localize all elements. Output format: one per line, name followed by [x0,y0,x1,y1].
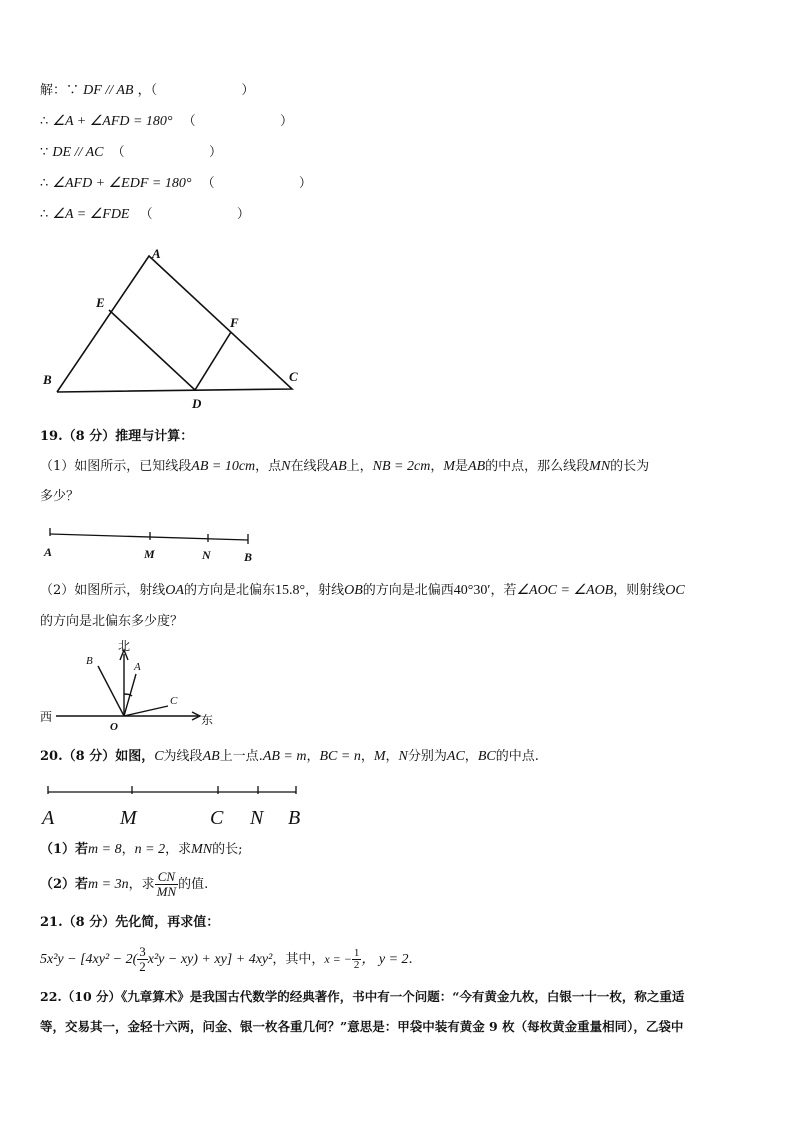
text: 的长为 [610,459,650,474]
text: ， [121,842,135,857]
text: 的方向是北偏东 [183,583,275,598]
math: OB [344,583,363,598]
fraction-one-half [352,948,362,971]
q20-header [40,748,539,766]
math: M [373,749,386,764]
reason-close: ） [241,83,255,98]
text: 分别为 [407,749,447,764]
q19-header: 19.（8 分）推理与计算： [40,429,194,444]
point-label-A: A [44,545,53,559]
text: ，射线 [305,583,345,598]
q20-part2 [40,868,208,902]
math: m = 8 [88,842,122,857]
q20-part1 [40,841,242,859]
math: OC [665,583,685,598]
math: x²y − xy) + xy] + 4xy² [147,952,273,967]
vertex-label-B: B [43,372,52,387]
ray-label-B: B [86,655,93,667]
text: 为线段 [163,749,203,764]
q22-line2: 等，交易其一，金轻十六两，问金、银一枚各重几何？”意思是：甲袋中装有黄金 9 枚（每枚黄金重量相同），乙袋中 [40,1019,684,1034]
text: ，点 [255,459,282,474]
math: AC [446,749,465,764]
text: 上， [346,459,373,474]
text: （2）若 [40,877,89,892]
proof-line-2 [40,113,293,131]
proof-prefix: 解：∵ [40,83,80,98]
text: ，求 [128,877,155,892]
math: 5x²y − [4xy² − 2( [40,952,138,967]
q19-part1-line1 [40,458,649,476]
proof-line-3 [40,144,222,162]
text: 的方向是北偏西 [362,583,454,598]
math: ∠AOC = ∠AOB [516,583,614,598]
text: ， [360,749,374,764]
proof-statement: DE // AC [52,145,104,160]
point-label-A: A [42,807,55,829]
vertex-label-C: C [289,369,298,384]
text: 的中点，那么线段 [485,459,590,474]
q20-segment-figure [40,782,320,832]
proof-statement: DF // AB [83,83,134,98]
segment-AB [50,534,248,540]
vertex-label-D: D [192,396,202,411]
math: n = 2 [134,842,166,857]
proof-line-4 [40,175,312,193]
text: （1）若 [40,842,89,857]
q19-part1-line2: 多少？ [40,489,80,504]
reason-open: （ [111,145,125,160]
point-label-M: M [144,547,155,561]
reason-open: （ [182,114,196,129]
text: 是 [455,459,469,474]
q19-part2-line1 [40,582,685,600]
origin-label-O: O [110,721,118,733]
text: 的中点. [495,749,539,764]
math: BC = n [319,749,361,764]
math: AB [468,459,486,474]
reason-open: （ [201,176,215,191]
proof-prefix: ∴ [40,207,49,222]
text: ， [464,749,478,764]
fraction-denominator: MN [156,884,177,899]
text: ，若 [490,583,517,598]
reason-close: ） [236,207,250,222]
math: AB [329,459,347,474]
text: 的长; [212,842,243,857]
ray-OC [124,706,168,716]
text: （1）如图所示，已知线段 [40,459,192,474]
proof-statement: ∠A + ∠AFD = 180° [52,114,173,129]
fraction-CN-over-MN [155,870,179,899]
proof-statement: ∠A = ∠FDE [52,207,130,222]
text: 的值. [178,877,209,892]
math: AB = m [262,749,307,764]
text: ，其中， [272,952,325,967]
segment-ED [109,310,195,390]
math: C [154,749,164,764]
proof-line-5 [40,206,250,224]
math: 40°30′ [453,583,491,598]
math: NB = 2cm [372,459,431,474]
math: 15.8° [274,583,306,598]
ray-label-C: C [170,695,178,707]
text: （2）如图所示，射线 [40,583,166,598]
triangle-figure [30,240,320,415]
point-label-C: C [210,807,224,829]
text: ， [306,749,320,764]
proof-prefix: ∴ [40,176,49,191]
math: MN [191,842,213,857]
fraction-numerator: 1 [353,947,360,959]
point-label-B: B [244,550,253,564]
point-label-B: B [288,807,301,829]
math: OA [165,583,184,598]
q21-expression [40,942,413,977]
q19-part2-line2: 的方向是北偏东多少度？ [40,614,184,629]
reason-open: ，（ [137,83,158,98]
fraction-denominator: 2 [353,959,360,971]
proof-prefix: ∴ [40,114,49,129]
math: x = − [324,952,352,966]
reason-open: （ [139,207,153,222]
east-label: 东 [201,713,214,727]
ray-OB [98,666,124,716]
point-label-N: N [250,807,264,829]
math: ， y = 2 [361,952,409,967]
reason-close: ） [279,114,293,129]
text: 20.（8 分）如图， [40,749,155,764]
math: AB [202,749,220,764]
compass-figure [38,636,218,736]
vertex-label-A: A [152,246,161,261]
fraction-numerator: CN [155,870,179,885]
q21-header: 21.（8 分）先化简，再求值： [40,915,220,930]
proof-line-1 [40,82,254,100]
math: N [281,459,291,474]
text: ，则射线 [613,583,666,598]
text: 上一点. [219,749,263,764]
west-label: 西 [40,710,53,724]
proof-statement: ∠AFD + ∠EDF = 180° [52,176,192,191]
q19-segment-figure [40,528,270,568]
q22-line1: 22.（10 分）《九章算术》是我国古代数学的经典著作，书中有一个问题：“今有黄金九枚，白银一十一枚，称之重适 [40,989,685,1004]
text: 在线段 [290,459,330,474]
point-label-N: N [202,548,211,562]
fraction-numerator: 3 [139,944,146,959]
vertex-label-E: E [96,295,105,310]
math: N [398,749,408,764]
math: M [443,459,456,474]
ray-label-A: A [134,661,141,673]
proof-prefix: ∵ [40,145,49,160]
fraction-three-halves [137,945,148,974]
north-label: 北 [118,639,131,653]
math: AB = 10cm [191,459,256,474]
reason-close: ） [208,145,222,160]
point-label-M: M [120,807,137,829]
text: ， [385,749,399,764]
math: m = 3n [88,877,129,892]
segment-DF [195,332,231,390]
text: . [408,952,413,967]
fraction-denominator: 2 [139,959,146,974]
text: ，求 [165,842,192,857]
text: ， [430,459,444,474]
math: MN [589,459,611,474]
reason-close: ） [298,176,312,191]
vertex-label-F: F [230,315,239,330]
math: BC [477,749,496,764]
